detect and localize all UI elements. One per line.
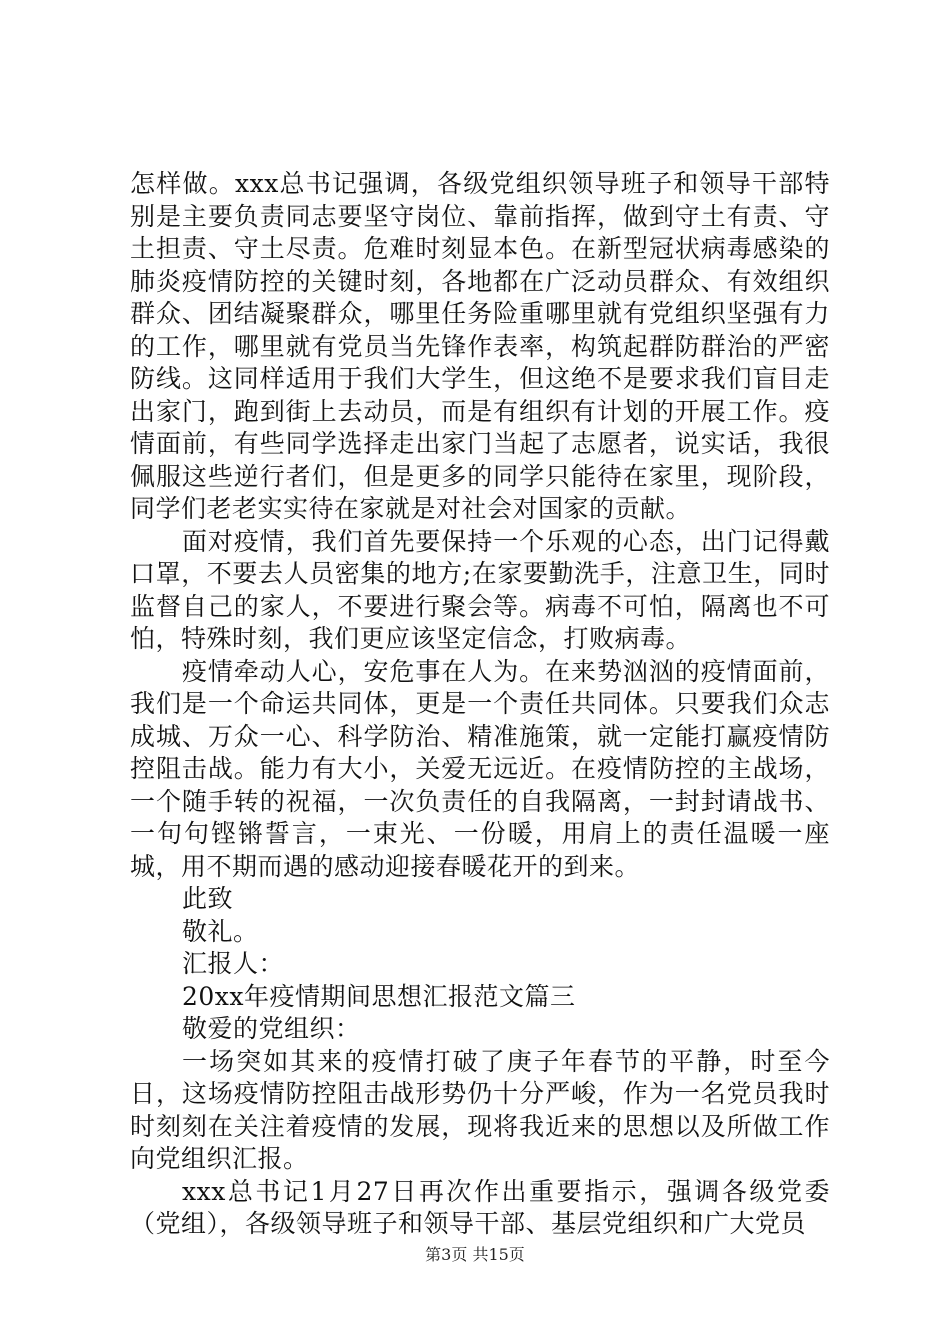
closing-regards: 敬礼。 [182,916,259,946]
paragraph-intro: 一场突如其来的疫情打破了庚子年春节的平静，时至今日，这场疫情防控阻击战形势仍十分严峻，作为一名党员我时时刻刻在关注着疫情的发展，现将我近来的思想以及所做工作向党组织汇报。 [130,1046,830,1173]
reporter-label: 汇报人： [182,949,285,978]
closing-salutation: 此致 [182,884,234,913]
greeting: 敬爱的党组织： [182,1014,361,1043]
paragraph-community: 疫情牵动人心，安危事在人为。在来势汹汹的疫情面前，我们是一个命运共同体，更是一个责任共同体。只要我们众志成城、万众一心、科学防治、精准施策，就一定能打赢疫情防控阻击战。能力有大小，关爱无远近。在疫情防控的主战场，一个随手转的祝福，一次负责任的自我隔离，一封封请战书、一句句铿锵誓言，一束光、一份暖，用肩上的责任温暖一座城，用不期而遇的感动迎接春暖花开的到来。 [130,656,830,881]
section-title: 20xx年疫情期间思想汇报范文篇三 [182,981,576,1011]
paragraph-mindset: 面对疫情，我们首先要保持一个乐观的心态，出门记得戴口罩，不要去人员密集的地方;在家要勤洗手，注意卫生，同时监督自己的家人，不要进行聚会等。病毒不可怕，隔离也不可怕，特殊时刻，我们更应该坚定信念，打败病毒。 [130,526,830,653]
document-body [130,168,830,1241]
page-footer: 第3页 共15页 [425,1245,525,1264]
paragraph-instruction: xxx总书记1月27日再次作出重要指示，强调各级党委（党组），各级领导班子和领导干部、基层党组织和广大党员 [130,1176,830,1238]
paragraph-continuation: 怎样做。xxx总书记强调，各级党组织领导班子和领导干部特别是主要负责同志要坚守岗位、靠前指挥，做到守土有责、守土担责、守土尽责。危难时刻显本色。在新型冠状病毒感染的肺炎疫情防控的关键时刻，各地都在广泛动员群众、有效组织群众、团结凝聚群众，哪里任务险重哪里就有党组织坚强有力的工作，哪里就有党员当先锋作表率，构筑起群防群治的严密防线。这同样适用于我们大学生，但这绝不是要求我们盲目走出家门，跑到街上去动员，而是有组织有计划的开展工作。疫情面前，有些同学选择走出家门当起了志愿者，说实话，我很佩服这些逆行者们，但是更多的同学只能待在家里，现阶段，同学们老老实实待在家就是对社会对国家的贡献。 [130,169,830,523]
